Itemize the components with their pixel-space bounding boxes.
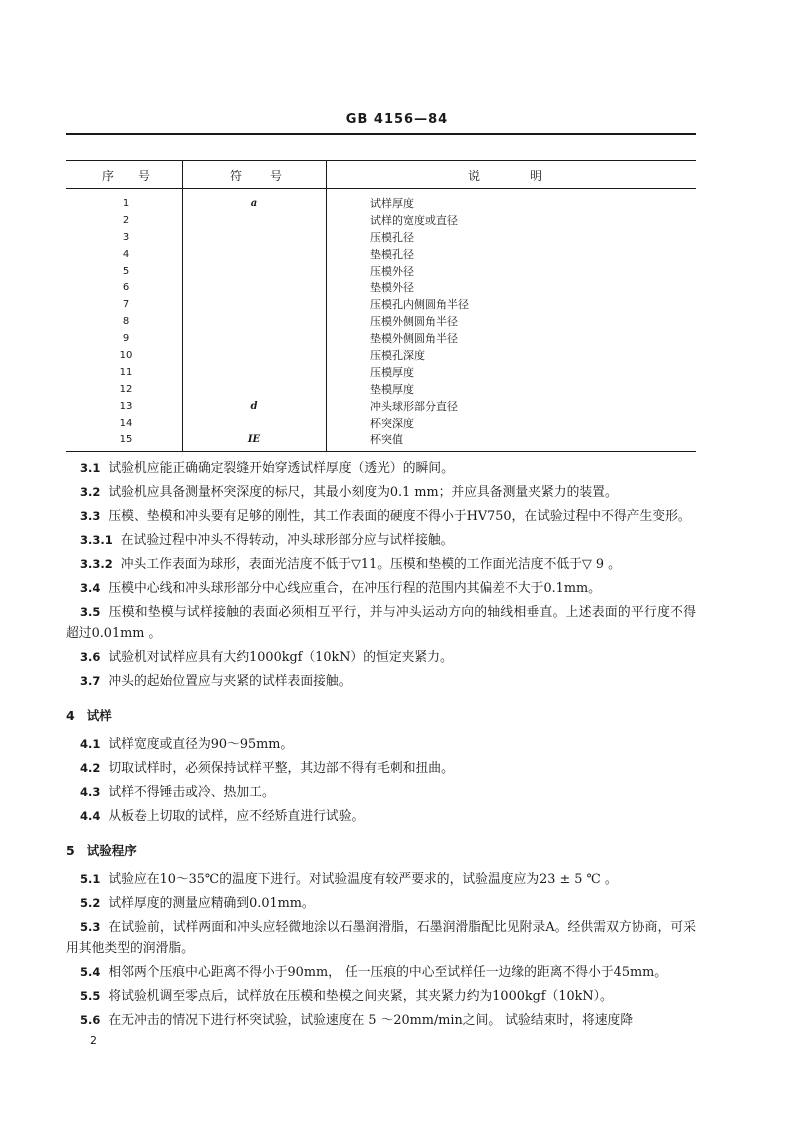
clause-text: 在试验过程中冲头不得转动，冲头球形部分应与试样接触。 [120, 533, 454, 548]
table-bottom-rule [66, 451, 696, 452]
row-number: 9 [122, 333, 130, 345]
clause-paragraph [66, 671, 696, 692]
row-description: 压模孔深度 [370, 349, 425, 363]
clause-paragraph [66, 869, 696, 890]
row-number: 11 [119, 366, 133, 378]
clause-text: 试验应在10～35℃的温度下进行。对试验温度有较严要求的，试验温度应为23 ± 5 ℃ 。 [108, 872, 618, 887]
clauses-section-3 [66, 458, 696, 692]
table-row [66, 416, 696, 433]
row-symbol: a [250, 198, 258, 209]
clause-text: 试样不得锤击或冷、热加工。 [108, 785, 275, 800]
table-row [66, 399, 696, 416]
clause-paragraph [66, 647, 696, 668]
table-row [66, 280, 696, 297]
clause-text: 冲头的起始位置应与夹紧的试样表面接触。 [108, 674, 352, 689]
clause-paragraph [66, 482, 696, 503]
table-top-rule [66, 160, 696, 161]
row-number: 4 [122, 248, 130, 260]
column-header-symbol: 符号 [230, 169, 311, 183]
clause-paragraph [66, 1010, 696, 1031]
header-rule [66, 133, 696, 135]
clause-text: 试样宽度或直径为90～95mm。 [108, 737, 294, 752]
clause-number: 3.5 [80, 605, 101, 619]
clause-number: 3.4 [80, 581, 101, 595]
row-number: 7 [122, 299, 130, 311]
row-number: 2 [122, 214, 130, 226]
column-header-description: 说明 [468, 169, 593, 183]
clause-text: 压模中心线和冲头球形部分中心线应重合，在冲压行程的范围内其偏差不大于0.1mm。 [108, 581, 601, 596]
row-number: 6 [122, 282, 130, 294]
clause-number: 4.2 [80, 761, 101, 775]
clause-number: 5.3 [80, 920, 101, 934]
clause-number: 3.6 [80, 650, 101, 664]
clause-paragraph [66, 458, 696, 479]
clause-text: 试验机应能正确确定裂缝开始穿透试样厚度（透光）的瞬间。 [108, 461, 454, 476]
row-description: 垫模外径 [370, 281, 414, 295]
section-title: 试样 [86, 708, 112, 723]
clause-text: 试验机应具备测量杯突深度的标尺，其最小刻度为0.1 mm；并应具备测量夹紧力的装置。 [108, 485, 618, 500]
document-body [66, 458, 696, 1034]
clause-number: 3.7 [80, 674, 101, 688]
table-row [66, 230, 696, 247]
clause-number: 3.3 [80, 509, 101, 523]
row-description: 杯突值 [370, 433, 403, 447]
clause-paragraph [66, 530, 696, 551]
clause-paragraph [66, 602, 696, 644]
row-description: 压模厚度 [370, 365, 414, 379]
row-description: 压模孔径 [370, 230, 414, 244]
table-row [66, 432, 696, 449]
row-number: 15 [119, 434, 133, 446]
clauses-section-4 [66, 734, 696, 827]
clause-text: 压模和垫模与试样接触的表面必须相互平行，并与冲头运动方向的轴线相垂直。上述表面的平行度不得超过0.01mm 。 [66, 605, 696, 641]
clause-number: 4.3 [80, 785, 101, 799]
clause-number: 3.2 [80, 485, 101, 499]
section-heading-4 [66, 706, 696, 724]
row-symbol: d [250, 400, 258, 412]
clause-text: 从板卷上切取的试样，应不经矫直进行试验。 [108, 809, 365, 824]
row-number: 12 [119, 383, 133, 395]
row-description: 压模外侧圆角半径 [370, 315, 458, 329]
clauses-section-5 [66, 869, 696, 1031]
table-header-rule [66, 188, 696, 189]
clause-text: 在无冲击的情况下进行杯突试验，试验速度在 5 ～20mm/min之间。 试验结束时，将速度降 [108, 1013, 634, 1028]
row-description: 杯突深度 [370, 416, 414, 430]
row-number: 13 [119, 400, 133, 412]
clause-number: 3.3.1 [80, 533, 113, 547]
section-number: 4 [66, 708, 75, 723]
table-row [66, 382, 696, 399]
clause-text: 试验机对试样应具有大约1000kgf（10kN）的恒定夹紧力。 [108, 650, 453, 665]
row-number: 5 [122, 265, 130, 277]
row-description: 垫模厚度 [370, 382, 414, 396]
clause-paragraph [66, 986, 696, 1007]
clause-number: 5.2 [80, 896, 101, 910]
clause-paragraph [66, 554, 696, 575]
row-description: 垫模孔径 [370, 247, 414, 261]
clause-text: 试样厚度的测量应精确到0.01mm。 [108, 896, 315, 911]
row-number: 3 [122, 231, 130, 243]
section-number: 5 [66, 843, 75, 858]
clause-text: 在试验前，试样两面和冲头应轻微地涂以石墨润滑脂，石墨润滑脂配比见附录A。经供需双方协商，可采用其他类型的润滑脂。 [66, 920, 696, 956]
clause-paragraph [66, 578, 696, 599]
row-symbol: IE [247, 434, 261, 446]
row-number: 14 [119, 417, 133, 429]
clause-paragraph [66, 893, 696, 914]
clause-text: 冲头工作表面为球形，表面光洁度不低于▽11。压模和垫模的工作面光洁度不低于▽ 9 。 [120, 557, 621, 572]
clause-paragraph [66, 734, 696, 755]
row-number: 10 [119, 350, 133, 362]
clause-paragraph [66, 806, 696, 827]
row-description: 试样的宽度或直径 [370, 213, 458, 227]
clause-number: 3.1 [80, 461, 101, 475]
clause-number: 5.5 [80, 989, 101, 1003]
clause-text: 切取试样时，必须保持试样平整，其边部不得有毛刺和扭曲。 [108, 761, 454, 776]
clause-number: 3.3.2 [80, 557, 113, 571]
clause-number: 5.4 [80, 965, 101, 979]
clause-text: 相邻两个压痕中心距离不得小于90mm， 任一压痕的中心至试样任一边缘的距离不得小于45mm。 [108, 965, 668, 980]
clause-text: 将试验机调至零点后，试样放在压模和垫模之间夹紧，其夹紧力约为1000kgf（10kN）。 [108, 989, 613, 1004]
clause-paragraph [66, 962, 696, 983]
section-title: 试验程序 [86, 843, 137, 858]
row-description: 压模外径 [370, 264, 414, 278]
standard-code-header: GB 4156—84 [345, 112, 449, 127]
column-header-number: 序号 [102, 169, 175, 183]
row-number: 1 [122, 198, 130, 209]
clause-paragraph [66, 782, 696, 803]
table-row [66, 297, 696, 314]
clause-number: 5.6 [80, 1013, 101, 1027]
clause-number: 4.1 [80, 737, 101, 751]
row-description: 压模孔内侧圆角半径 [370, 298, 469, 312]
row-description: 试样厚度 [370, 197, 414, 210]
table-row [66, 213, 696, 230]
table-row [66, 264, 696, 281]
clause-paragraph [66, 758, 696, 779]
symbol-table-body [66, 196, 696, 449]
page-number: 2 [90, 1034, 97, 1047]
table-row [66, 314, 696, 331]
clause-text: 压模、垫模和冲头要有足够的刚性，其工作表面的硬度不得小于HV750，在试验过程中不得产生变形。 [108, 509, 691, 524]
clause-number: 4.4 [80, 809, 101, 823]
row-number: 8 [122, 316, 130, 328]
clause-number: 5.1 [80, 872, 101, 886]
table-row [66, 247, 696, 264]
table-row [66, 331, 696, 348]
clause-paragraph [66, 506, 696, 527]
row-description: 垫模外侧圆角半径 [370, 332, 458, 346]
clause-paragraph [66, 917, 696, 959]
table-row [66, 365, 696, 382]
table-row [66, 348, 696, 365]
table-row [66, 196, 696, 213]
section-heading-5 [66, 841, 696, 859]
row-description: 冲头球形部分直径 [370, 399, 458, 413]
